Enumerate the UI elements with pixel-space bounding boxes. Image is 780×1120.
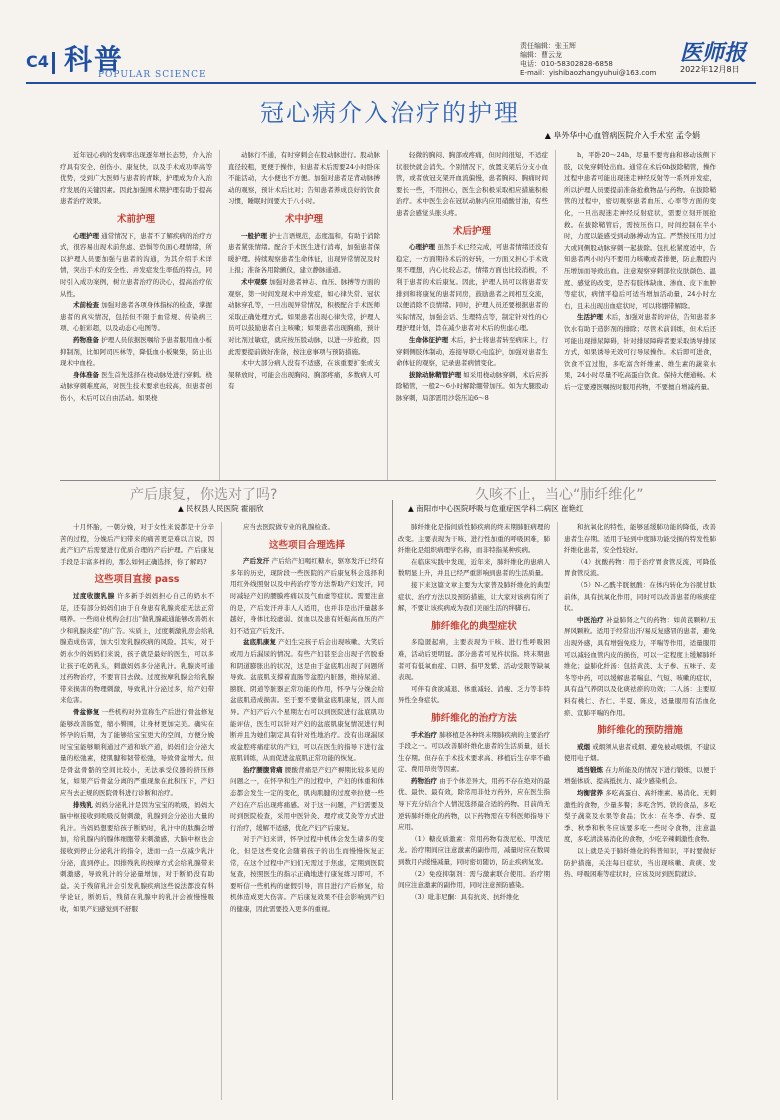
paragraph xyxy=(398,776,550,834)
phone: 电话：010-58302828-6858 xyxy=(520,60,613,68)
paragraph xyxy=(398,730,550,776)
paragraph-text: 应当去医院做专业的乳腺检查。 xyxy=(243,523,334,531)
paragraph xyxy=(60,231,212,301)
column-rule xyxy=(221,522,222,1100)
section-title: 科普 xyxy=(64,43,125,76)
paragraph-text: 加强对患者神志、血压、脉搏等方面的观察，第一时间发现术中并发症，如心律失常、冠状动脉穿孔等，一旦出现异常情况，积极配合手术医师采取正确处理方式。如果患者出现心律失常，护理人员可以鼓励患者自主咳嗽；如果患者出现胸痛，预计对比剂过敏症，就应按压股动脉，以进一步抢救，因此需要提前做好准备，按注意事项与预防措施。 xyxy=(228,277,381,356)
paragraph xyxy=(564,788,716,846)
paragraph xyxy=(398,834,550,869)
newspaper-brand: 医师报 xyxy=(680,40,747,66)
paragraph-lead: 骨盆修复 xyxy=(73,707,100,716)
article1-title: 冠心病介入治疗的护理 xyxy=(260,99,520,127)
paragraph xyxy=(564,312,716,393)
subheading: 术后护理 xyxy=(452,225,491,237)
paragraph xyxy=(230,556,384,637)
paragraph-text: 以上就是关于肺纤维化的科普知识，平时要做好防护措施，关注每日症状，当出现咳嗽、黄痰、发热、呼吸困难等症状时，应该及时到医院就诊。 xyxy=(564,847,716,879)
page-number: C4 xyxy=(26,52,49,71)
subheading: 肺纤维化的典型症状 xyxy=(431,620,517,632)
paragraph xyxy=(398,869,550,892)
paragraph xyxy=(60,522,214,568)
paragraph xyxy=(564,580,716,615)
paragraph-text: 近年冠心病的发病率出现逐年增长态势，介入治疗具有安全、创伤小、康复快，以及手术成功率高等优势，受到广大医师与患者的青睐，护理成为介入治疗发展的关键因素。因此加强围术期护理有助于提高患者治疗效果。 xyxy=(60,151,212,206)
paragraph-lead: 排残乳 xyxy=(73,800,93,809)
paragraph-lead: 中医治疗 xyxy=(577,615,604,624)
paragraph xyxy=(228,231,380,277)
subheading: 肺纤维化的治疗方法 xyxy=(431,712,517,724)
paragraph-text: 轻微的胸闷、胸部或疼痛，但时间很短，不适症状很快就会消失。个别情况下，放置支架后分支小血管，或者放冠支架开血流偏慢，患者胸闷、胸痛时间要长一些，不用担心，医生会积极采取相应措施积极治疗。术中医生会在冠状动脉内应用硝酸甘油，有些患者会感觉头胀头疼。 xyxy=(396,151,548,217)
paragraph-lead: 治疗腰腹背痛 xyxy=(243,765,283,774)
section-title-en: POPULAR SCIENCE xyxy=(98,70,207,80)
paragraph-text: 肺移植是各种终末期肺疾病的主要治疗手段之一。可以改善肺纤维化患者的生活质量，延长生存期。但存在手术技术要求高、移植后生存率不确定、费用昂贵等因素。 xyxy=(398,730,551,774)
article3-column-2 xyxy=(564,522,716,881)
column-rule xyxy=(387,150,388,480)
paragraph xyxy=(398,522,550,557)
paragraph xyxy=(396,335,548,370)
editor-info xyxy=(520,42,656,78)
paragraph-text: 在临床实践中发现，近年来，肺纤维化的患病人数明显上升，并且已经严重影响到患者的生活质量。 xyxy=(398,557,550,578)
paragraph-lead: 生活护理 xyxy=(577,313,604,322)
paragraph xyxy=(230,834,384,915)
email: E-mail：yishibaozhangyuhui@163.com xyxy=(520,69,657,77)
subheading: 术前护理 xyxy=(116,213,155,225)
subheading: 这些项目合理选择 xyxy=(268,539,345,551)
subheading: 术中护理 xyxy=(284,213,323,225)
paragraph xyxy=(398,580,550,615)
paragraph-text: 动脉行不通，有时穿刺会在股动脉进行。股动脉直径较粗，更便于操作，但患者术后需要24小时卧床不能活动，大小便也不方便。加强对患者足背动脉搏动的观察，预计术后比对；告知患者养成良好的饮食习惯，睡眠时间要大于八小时。 xyxy=(228,151,380,206)
paragraph-lead: 均衡营养 xyxy=(577,789,604,798)
paragraph xyxy=(564,557,716,580)
paragraph-text: 多隐匿起病，主要表现为干咳、进行性呼吸困难，活动后更明显。部分患者可见杵状指。终末期患者可有低氧血症、口唇、指甲发紫、活动受限等缺氧表现。 xyxy=(398,638,550,682)
paragraph xyxy=(396,242,548,335)
paragraph xyxy=(564,742,716,765)
paragraph-text: 产妇生完孩子后会出现咳嗽、大笑后或用力后漏尿的情况。有些产妇甚至会出现子宫脱垂和阴道膨胀出的状况，这是由于盆底肌出现了问题所导致。盆底肌支撑着直肠等盆腔内脏器，维持尿道、膀胱、阴道等脏器正常功能的作用，怀孕与分娩会给盆底肌造成损害。至于要不要做盆底肌康复，因人而异。产妇产后六个星期左右可以到医院进行盆底肌功能评估，医生可以针对产妇的盆底肌康复情况进行判断并且为她们制定具有针对性地治疗。没有出现漏尿或盆腔疼痛症状的产妇，可以在医生的指导下进行盆底肌训练，从而促进盆底肌正常功能的恢复。 xyxy=(230,638,384,763)
paragraph-text: 肺纤维化是指间质性肺疾病的终末期肺脏病理的改变。主要表现为干咳、进行性加重的呼吸困难，肺纤维化是组织病理学名称，而非特指某种疾病。 xyxy=(398,523,550,555)
paragraph xyxy=(230,637,384,765)
paragraph xyxy=(230,765,384,835)
paragraph-lead: 产后发汗 xyxy=(243,557,270,566)
paragraph-text: 术中大部分病人没有不适感，在该重要扩张或支架释放时，可能会出现胸闷、胸部疼痛，多数病人可有 xyxy=(228,359,380,391)
column-rule xyxy=(557,522,558,1100)
paragraph xyxy=(60,591,214,707)
paragraph xyxy=(60,800,214,916)
paragraph xyxy=(564,765,716,788)
paragraph-lead: 身体准备 xyxy=(73,370,100,379)
paragraph-text: 补益肺肾之气的药物：如黄芪颗粒/玉屏风颗粒。适用于经常出汗/易反复感冒的患者，避免出现外感，具有增强免疫力，平喘等作用，适量服用可以减轻血管内皮的损伤，可以一定程度上缓解肺纤维化；益肺化纤汤：包括黄芪、太子参、五味子、麦冬等中药，可以缓解患者喘息、气短、咳嗽的症状，具有益气养阴以及化痰祛瘀的功效；二人汤：主要原料有桃仁、杏仁、半夏、陈皮，适量服用有活血化瘀、宣肺平喘的作用。 xyxy=(564,615,716,717)
paragraph xyxy=(60,150,212,208)
paragraph-lead: 生命体征护理 xyxy=(409,335,449,344)
paragraph xyxy=(228,277,380,358)
paragraph xyxy=(564,615,716,719)
paragraph-lead: 心理护理 xyxy=(73,231,100,240)
paragraph-text: 接下来这篇文章主要为大家普及肺纤维化的典型症状、治疗方法以及预防措施，让大家对该病有所了解，不要让该疾病成为我们美丽生活的绊脚石。 xyxy=(398,580,550,613)
article2-byline: ▲ 民权县人民医院 霍丽欣 xyxy=(178,504,264,513)
paragraph-lead: 一般护理 xyxy=(241,231,268,240)
paragraph-text: （4）抗酸药物：用于治疗胃食管反流，可降低胃食管反流。 xyxy=(564,557,716,578)
paragraph-lead: 药物治疗 xyxy=(411,776,438,785)
paragraph-lead: 适当锻炼 xyxy=(577,765,604,774)
paragraph xyxy=(398,557,550,580)
paragraph xyxy=(60,707,214,800)
masthead-divider xyxy=(52,52,55,74)
paragraph-lead: 术前检查 xyxy=(73,301,100,310)
issue-date: 2022年12月8日 xyxy=(680,65,740,74)
article1-column-2 xyxy=(228,150,380,393)
paragraph-text: 可伴有食欲减退、体重减轻、消瘦、乏力等非特异性全身症状。 xyxy=(398,684,550,705)
paragraph-text: 许多新手妈妈担心自己的奶水不足，还有部分妈妈们由于自身患有乳腺炎症无法正常喂养。一些商业机构会打出“做乳腺疏通能够改善奶水少和乳腺炎症”的广告。实质上，过度刺激乳房会给乳腺造成伤害，加大引发乳腺疾病的风险。其实，对于奶水少的妈妈们来说，孩子就是最好的医生，可以多让孩子吃奶乳头，刺激妈妈多分泌乳汁。乳腺炎可通过药物治疗，不要盲目去做。过度按摩乳腺会给乳腺带来损害的物理刺激，导致乳汁分泌过多，给产妇带来危害。 xyxy=(60,591,215,705)
paragraph-text: 护理人员依据医嘱给予患者服用血小板抑制剂，比如阿司匹林等，降低血小板聚集，防止出现术中血栓。 xyxy=(60,335,213,368)
paragraph-lead: 手术治疗 xyxy=(411,730,438,739)
paragraph-text: 医生首先选择在桡动脉处进行穿刺。桡动脉穿刺难度高，对医生技术要求也较高，但患者创伤小，术后可以自由活动。如果桡 xyxy=(60,370,213,402)
paragraph xyxy=(398,637,550,683)
paragraph-lead: 过度收腹乳腺 xyxy=(73,591,115,600)
paragraph xyxy=(564,150,716,312)
article-divider xyxy=(392,500,393,1100)
paragraph xyxy=(228,358,380,393)
paragraph xyxy=(228,150,380,208)
editor: 责任编辑：张玉辉 xyxy=(520,42,576,50)
article2-title: 产后康复，你选对了吗? xyxy=(130,487,278,503)
paragraph-text: 戒烟须从患者戒烟、避免被动吸烟，不建议使用电子烟。 xyxy=(564,742,717,763)
paragraph-text: 虽然手术已经完成，可患者情绪还没有稳定，一方面期待术后的好转，一方面又担心手术效果不理想，内心比较忐忑，情绪方面也比较消极，不利于患者的术后康复。因此，护理人员可以将患者安排到和将康复的患者同房，鼓励患者之间相互交流，以便消除不良情绪。同时，护理人员还要根据患者的实际情况，加强会话、生理特点等，制定针对性的心理护理计划，旨在减少患者对术后的焦虑心理。 xyxy=(396,243,549,333)
paragraph-text: 通常情况下，患者不了解疾病的治疗方式，很容易出现术前焦虑、恐惧等负面心理情绪，所以护理人员要加强与患者的沟通，为其介绍手术详情，突出手术的安全性、并发症发生率低的特点，同时引入成功案例，树立患者治疗的决心，提高治疗依从性。 xyxy=(60,231,213,298)
paragraph xyxy=(60,300,212,335)
paragraph xyxy=(398,892,550,904)
paragraph-text: 十月怀胎，一朝分娩，对于女性来说都是十分辛苦的过程，分娩后产妇带来的痛苦更是难以言说，因此产妇产后需要进行优质合理的产后护理。产后康复手段是丰富多样的，那么如何正确选择，你了解吗? xyxy=(60,523,214,566)
article1-column-3 xyxy=(396,150,548,404)
paragraph-text: 妈妈分泌乳汁是因为宝宝的吮吸，妈妈大脑中枢接收到吮吸反射刺激，乳腺到会分泌出大量的乳汁。当妈妈想要给孩子断奶时，乳汁中的肽酶会增加，给乳腺内的腺体细胞带来刺激感，大脑中枢也会接收到停止分泌乳汁的指令，进而一点一点减少乳汁分泌，直到停止。因排残乳的按摩方式会给乳腺带来刺激感，导致乳汁的分泌量增加，对于断奶没有助益。关于残留乳汁会引发乳腺疾病这些说法都没有科学论证，断奶后，残留在乳腺中的乳汁会被慢慢吸收，如果产妇感觉到不舒服 xyxy=(60,800,215,913)
paragraph-lead: 心理护理 xyxy=(409,243,436,252)
article1-byline: ▲ 阜外华中心血管病医院介入手术室 孟令娟 xyxy=(544,131,700,140)
article2-column-2 xyxy=(230,522,384,916)
article3-byline: ▲ 南阳市中心医院呼吸与危重症医学科二病区 崔艳红 xyxy=(408,504,584,513)
paragraph-text: 术后，加强对患者的评估，告知患者多饮水有助于造影剂的排除；尽管术前训练，但术后还可能出现排尿障碍，针对排尿障碍者要采取诱导排尿方式，如果诱导无效可行导尿操作。术后即可进食，饮食不宜过饱，多吃富含纤维素、维生素的蔬菜水果，24小时尽量不吃高蛋白饮食。保持大便通畅。术后一定要遵医嘱按时服用药物，不要擅自增减药量。 xyxy=(564,313,717,391)
paragraph xyxy=(230,522,384,534)
masthead-rule xyxy=(26,82,756,84)
paragraph-lead: 盆底肌康复 xyxy=(243,638,277,647)
paragraph-text: 如采用桡动脉穿刺，术后应拆除鞘管，一般2～6小时解除绷带加压。如为大腿股动脉穿刺，局部需用沙袋压迫6～8 xyxy=(396,370,549,402)
paragraph-lead: 药物准备 xyxy=(73,335,100,344)
designer: 编辑：曹云龙 xyxy=(520,51,562,59)
paragraph-text: （1）糖皮质激素：常用药物有泼尼松、甲泼尼龙。治疗期间应注意激素的副作用，减量时应在数周到数月内缓慢减量，同时密切随访，防止疾病复发。 xyxy=(398,834,550,867)
paragraph xyxy=(564,846,716,881)
article2-column-1 xyxy=(60,522,214,916)
paragraph-text: 腰酸背痛是产妇产褥期比较多见的问题之一，在怀孕和生产的过程中，产妇的体重和体态都会发生一定的变化，肌肉肌腱的过度牵拉使一些产妇在产后出现疼痛感。对于这一问题，产妇需要及时到医院检查，采用中医针灸、理疗或艾灸等方式进行治疗，缓解不适感，优化产妇产后康复。 xyxy=(230,765,385,832)
paragraph-lead: 拔除动脉鞘管护理 xyxy=(409,370,462,379)
paragraph xyxy=(398,684,550,707)
paragraph xyxy=(396,370,548,405)
paragraph-text: 一些机构对外宣称生产后进行骨盆修复能够改善肠宽，缩小臀围，让身材更加完美。确实在怀孕的后期，为了能够给宝宝更大的空间，方便分娩时宝宝能够顺利通过产道和软产道，妈妈们会分泌大量的松弛素，使肌腱和韧带松弛，导致骨盆增大。但是骨盆骨骼的空间比较小，无法承受仪器的挤压修复，如果产后骨盆分离的严重现象在此积压下，产妇应当去正规的医院骨科进行诊断和治疗。 xyxy=(60,707,215,798)
paragraph-lead: 戒烟 xyxy=(577,742,591,751)
column-rule xyxy=(219,150,220,480)
paragraph-text: 对于产妇来讲，怀孕过程中机体会发生诸多的变化，但是这些变化会随着孩子的出生而慢慢恢复正常，在这个过程中产妇们无需过于焦虑，定期到医院复查，按照医生的指示正确地进行康复练习即可，不要听信一些机构的虚假引导，盲目进行产后修复，给机体造成更大伤害。产后康复效果不佳会影响到产妇的健康，因此需要投入更多的重视。 xyxy=(230,835,384,913)
paragraph-text: h，平卧20～24h，尽量不要弯曲和移动该侧下肢，以免穿刺处出血。通常在术后6h拔除鞘管，操作过程中患者可能出现迷走神经反射等一系列并发症，所以护理人员要提前准备抢救物品与药物。在拔除鞘管的过程中，密切观察患者血压、心率等方面的变化，一旦出现迷走神经反射症状，需要立刻开展抢救。在拔除鞘管后，需按压伤口，时间控制在半小时，力度以能感受到动脉搏动为宜。严禁按压用力过大或同侧股动脉穿刺一起拔除。包扎松紧度适中，告知患者两小时内不要用力咳嗽或者排便，防止腹腔内压增加而导致出血。注意观察穿刺部位皮肤颜色、温度、感觉的改变，是否有肢体缺血、渗血、皮下血肿等症状，病情平稳后可适当增加活动量，24小时左右，且未出现出血症状时，可以将绷带解除。 xyxy=(564,151,716,310)
paragraph-text: （5）N-乙酰半胱氨酸：在体内转化为谷胱甘肽前体，具有抗氧化作用，同时可以改善患者的咳痰症状。 xyxy=(564,580,716,613)
paragraph-text: 在力所能及的情况下进行锻炼，以便于增强体质、提高抵抗力、减少感染机会。 xyxy=(564,765,717,786)
paragraph-text: （3）吡非尼酮：具有抗炎、抗纤维化 xyxy=(411,892,520,901)
paragraph-text: 加强对患者各项身体指标的检查，掌握患者的真实情况，包括但不限于血常规、传染病三项、心脏彩超，以及动态心电图等。 xyxy=(60,301,213,333)
paragraph-text: 和抗氧化的特性，能够延缓肺功能的降低，改善患者生存期。适用于轻到中度肺功能受损的特发性肺纤维化患者，安全性较好。 xyxy=(564,523,716,555)
paragraph-text: 术后，护士将患者转至病床上，行穿刺侧肢体制动，连接导联心电监护，加强对患者生命体征的观察，记录患者病情变化。 xyxy=(396,335,549,368)
article1-column-4 xyxy=(564,150,716,393)
paragraph-text: 由于个体差异大，用药不存在绝对的最优、最快、最有效，除常用非处方药外，应在医生指导下充分结合个人情况选择最合适的药物。目前尚无逆转肺纤维化的药物，以下药物需在专科医师指导下应用。 xyxy=(398,776,551,832)
subheading: 肺纤维化的预防措施 xyxy=(597,725,683,737)
paragraph xyxy=(396,150,548,220)
section-divider xyxy=(60,480,716,481)
paragraph-text: 护士言语规范，态度温和，有助于消除患者紧张情绪。配合手术医生进行消毒，加强患者保暖护理。持续观察患者生命体征，出现异常情况及时上报；准备各用除颤仪，建立静脉通道。 xyxy=(228,231,381,275)
article3-column-1 xyxy=(398,522,550,903)
paragraph xyxy=(60,370,212,405)
paragraph xyxy=(564,522,716,557)
article3-title: 久咳不止，当心“肺纤维化” xyxy=(475,487,644,503)
article1-column-1 xyxy=(60,150,212,404)
paragraph-text: （2）免疫抑制剂：需与激素联合使用。治疗期间应注意激素的副作用，同时注意预防感染。 xyxy=(398,869,550,890)
column-rule xyxy=(555,150,556,480)
paragraph-lead: 术中观察 xyxy=(241,277,268,286)
paragraph-text: 产后给产妇喝红糖水，驱寒发汗已经有多年的历史，现阶段一些医院的产后康复科会选择利用红外线照射以及中药治疗等方法帮助产妇发汗，同时减轻产妇的腰膜疼痛以及气血虚等症状。需要注意的是，产后发汗并非人人适用，也并非是出汗量越多越好，身体比较虚弱、贫血以及患有妊娠高血压的产妇不适宜产后发汗。 xyxy=(230,557,385,635)
paragraph xyxy=(60,335,212,370)
subheading: 这些项目直接 pass xyxy=(94,574,180,586)
paragraph-text: 多吃高蛋白、高纤维素、易消化、无刺激性的食物，少量多餐；多吃含钙、铁的食品，多吃梨子蔬菜及水果等食品；饮水：在冬季、春季、夏季、秋季和秋冬应该要多吃一些时令食物，注意温度，多吃清淡易消化的食物，少吃辛辣刺激性食物。 xyxy=(564,789,717,844)
